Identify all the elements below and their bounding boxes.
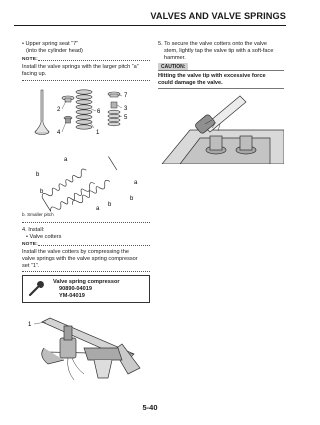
callout-label: 6 (97, 109, 101, 115)
caution-label: CAUTION: (158, 63, 188, 71)
valve-drawing (35, 90, 49, 135)
note-text-line: Install the valve cotters by compressing the (22, 249, 129, 255)
figure-rule (22, 222, 150, 223)
valve-spring-compressor-illustration (24, 308, 148, 388)
note-text-line: set “1”. (22, 263, 40, 269)
pitch-label: a (96, 206, 100, 212)
note-rule (22, 271, 150, 272)
figure-caption: b. Smaller pitch (22, 212, 54, 217)
page-number: 5-40 (142, 403, 158, 412)
tool-code: 90890-04019 (59, 286, 92, 292)
note-label: NOTE: (22, 242, 38, 247)
special-tool-box (22, 275, 150, 303)
spring-coil-drawing (71, 179, 111, 207)
callout-label: 2 (57, 107, 61, 113)
step-secure-cotters-cont: stem, lightly tap the valve tip with a soft-face (164, 48, 274, 54)
spring-pitch-illustration (26, 150, 146, 212)
caution-text-line: could damage the valve. (158, 80, 223, 86)
note-rule (22, 80, 150, 81)
pitch-label: b (130, 196, 134, 202)
step-bullet-valve-cotters: • Valve cotters (26, 234, 62, 240)
pitch-label: b (108, 202, 112, 208)
valve-parts-illustration (22, 84, 150, 144)
step-bullet-upper-spring-seat-cont: (into the cylinder head) (26, 48, 83, 54)
pitch-label: a (134, 180, 138, 186)
pitch-label: b (36, 172, 40, 178)
note-rule (38, 245, 150, 246)
spring-seat-drawing (62, 96, 74, 123)
valve-spring-drawing (76, 90, 92, 129)
step-secure-cotters: 5. To secure the valve cotters onto the valve (158, 41, 268, 47)
caution-rule (158, 70, 284, 71)
caution-rule (158, 88, 284, 89)
spring-coil-drawing (41, 154, 119, 212)
valve-spring-drawing (108, 110, 120, 126)
tool-code: YM-04019 (59, 293, 85, 299)
callout-label: 1 (28, 322, 32, 328)
note-rule (38, 60, 150, 61)
pitch-label: b (40, 189, 44, 195)
pitch-label: a (64, 157, 68, 163)
note-text-line: Install the valve springs with the larger pitch “a” (22, 64, 139, 70)
callout-label: 1 (96, 130, 100, 136)
callout-label: 4 (57, 130, 61, 136)
caution-text-line: Hitting the valve tip with excessive force (158, 73, 266, 79)
note-text-line: facing up. (22, 71, 47, 77)
hammer-drawing (194, 96, 246, 134)
callout-label: 5 (124, 115, 128, 121)
header-rule (14, 25, 286, 26)
note-text-line: valve springs with the valve spring compressor (22, 256, 138, 262)
note-label: NOTE: (22, 57, 38, 62)
page-title: VALVES AND VALVE SPRINGS (150, 11, 286, 21)
tool-name: Valve spring compressor (53, 279, 120, 285)
callout-label: 3 (124, 106, 128, 112)
step-secure-cotters-cont: hammer. (164, 55, 186, 61)
step-bullet-upper-spring-seat: • Upper spring seat “7” (22, 41, 79, 47)
soft-face-hammer-illustration (160, 92, 284, 164)
wrench-icon (27, 280, 45, 298)
callout-label: 7 (124, 93, 128, 99)
step-install: 4. Install: (22, 227, 45, 233)
